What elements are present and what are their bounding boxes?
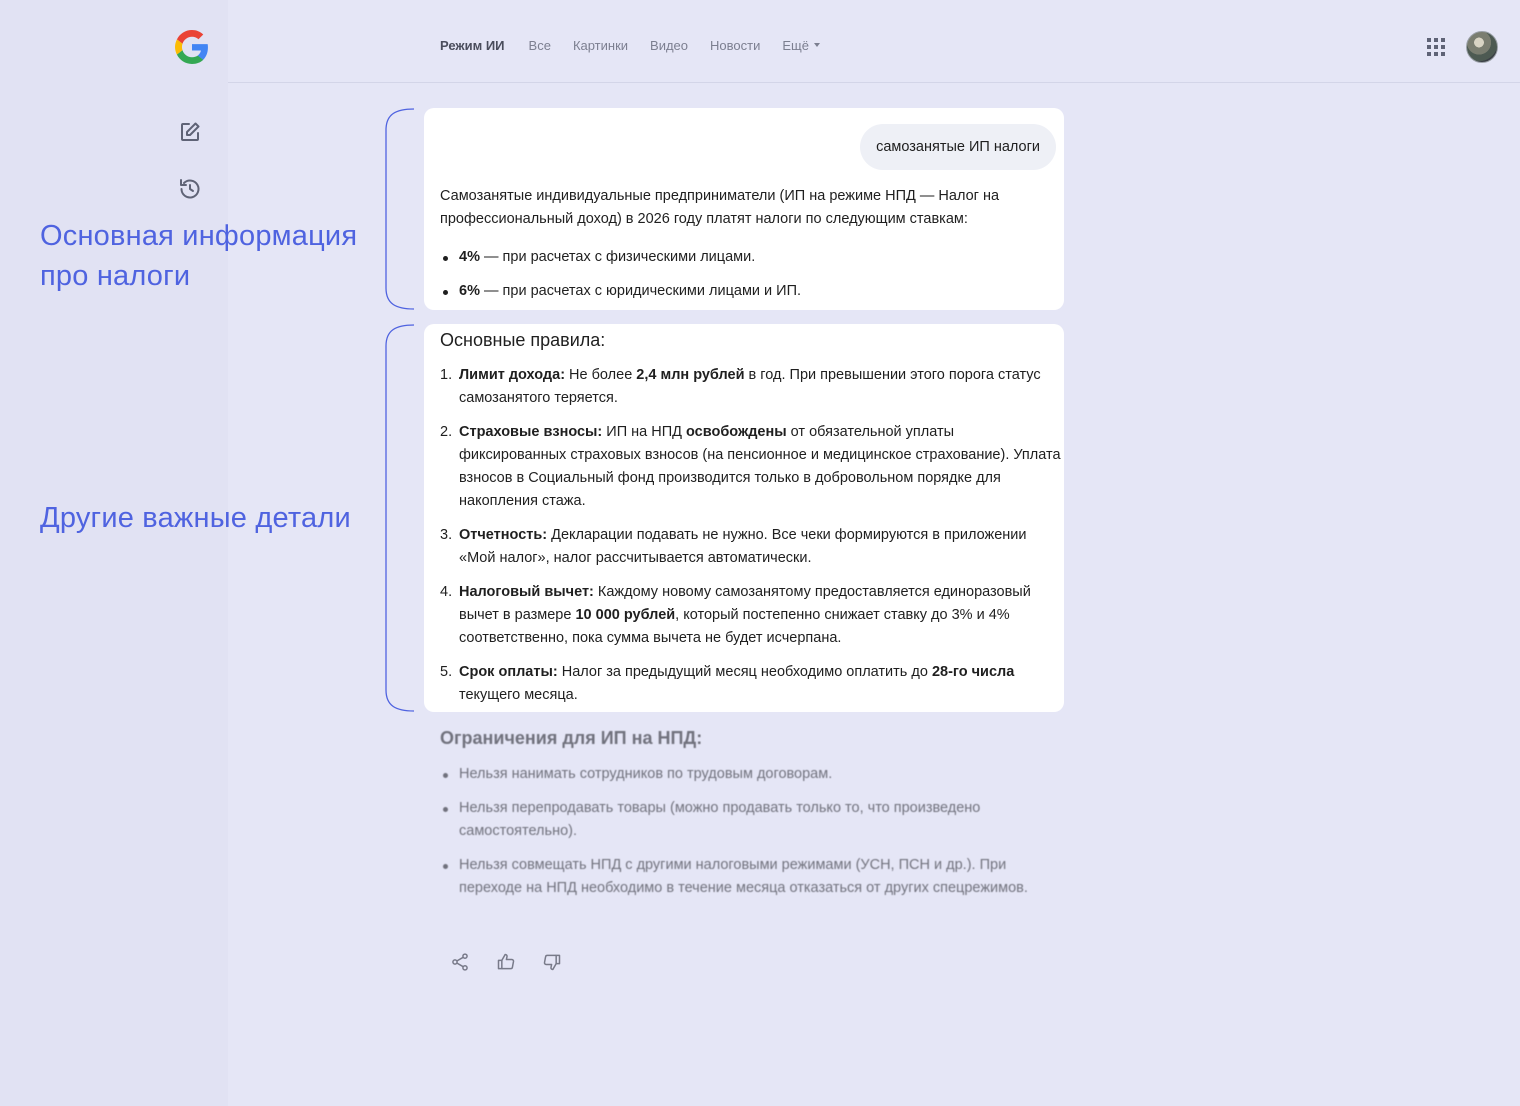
rule-text: в год. При превышении этого порога статус самозанятого теряется. [459,367,1041,406]
list-item [440,581,1062,650]
tab-all[interactable]: Все [528,38,551,53]
google-logo-icon[interactable] [175,30,209,64]
answer-card-rules [424,324,1064,712]
list-item [440,524,1062,570]
search-tabs [440,38,842,53]
rule-highlight: 10 000 рублей [575,607,676,623]
annotation-other-details: Другие важные детали [40,502,351,534]
tab-news[interactable]: Новости [710,38,761,53]
thumbs-up-icon[interactable] [496,952,516,972]
tab-ai-mode[interactable]: Режим ИИ [440,38,505,53]
rule-text: Не более [565,367,637,383]
rule-highlight: 2,4 млн рублей [636,367,745,383]
sidebar [0,0,228,1106]
rule-label: Страховые взносы: [459,424,603,440]
rule-label: Отчетность: [459,527,548,543]
rule-text: Декларации подавать не нужно. Все чеки формируются в приложении «Мой налог», налог рассчитывается автоматически. [459,527,1027,566]
list-item [440,246,1060,269]
tab-video[interactable]: Видео [650,38,689,53]
rule-text: ИП на НПД [602,424,687,440]
history-icon[interactable] [178,177,202,201]
rule-highlight: 28-го числа [931,664,1015,680]
rule-number: 5. [440,664,453,680]
rule-number: 2. [440,424,453,440]
list-item [440,421,1062,513]
answer-card-main [424,108,1064,310]
bracket-main-info [382,108,416,310]
list-item: Нельзя совмещать НПД с другими налоговыми режимами (УСН, ПСН и др.). При переходе на НПД необходимо в течение месяца отказаться от других спецрежимов. [440,854,1060,900]
thumbs-down-icon[interactable] [542,952,562,972]
rule-text: от обязательной уплаты фиксированных страховых взносов (на пенсионное и медицинское страхование). Уплата взносов в Социальный фонд производится только в добровольном порядке для накопления стажа. [459,424,1061,509]
rule-text: Каждому новому самозанятому предоставляется единоразовый вычет в размере [459,584,1031,623]
rule-text: Налог за предыдущий месяц необходимо оплатить до [557,664,932,680]
apps-grid-icon[interactable] [1427,38,1445,56]
rule-number: 4. [440,584,453,600]
limits-section [440,728,1060,911]
rule-label: Срок оплаты: [459,664,558,680]
new-chat-edit-icon[interactable] [178,120,202,144]
tab-more-label: Ещё [782,38,809,53]
rules-title: Основные правила: [440,330,606,350]
caret-down-icon [814,43,820,47]
tab-more[interactable] [782,38,820,53]
header [228,0,1520,83]
share-icon[interactable] [450,952,470,972]
answer-actions [450,952,562,972]
rule-highlight: освобождены [686,424,787,440]
rate-value: 4% [459,249,480,265]
rule-text: , который постепенно снижает ставку до 3% и 4% соответственно, пока сумма вычета не будет исчерпана. [459,607,1010,646]
rates-list [440,246,1060,314]
rule-number: 1. [440,367,453,383]
rate-value: 6% [459,283,480,299]
rule-number: 3. [440,527,453,543]
bracket-other-details [382,324,416,712]
limits-title: Ограничения для ИП на НПД: [440,728,703,748]
rule-text: текущего месяца. [459,687,578,703]
rule-label: Налоговый вычет: [459,584,594,600]
list-item: Нельзя нанимать сотрудников по трудовым договорам. [440,763,1060,786]
avatar[interactable] [1466,31,1498,63]
rate-text: — при расчетах с физическими лицами. [479,249,756,265]
list-item: Нельзя перепродавать товары (можно продавать только то, что произведено самостоятельно). [440,797,1060,843]
tab-images[interactable]: Картинки [572,38,629,53]
user-query-bubble: самозанятые ИП налоги [860,124,1056,170]
rule-label: Лимит дохода: [459,367,566,383]
rate-text: — при расчетах с юридическими лицами и ИП. [479,283,802,299]
annotation-main-info: Основная информация про налоги [40,220,358,292]
list-item [440,280,1060,303]
list-item [440,661,1062,707]
list-item [440,364,1062,410]
answer-intro: Самозанятые индивидуальные предприниматели (ИП на режиме НПД — Налог на профессиональный доход) в 2026 году платят налоги по следующим ставкам: [440,188,1000,227]
rules-list [440,364,1062,718]
